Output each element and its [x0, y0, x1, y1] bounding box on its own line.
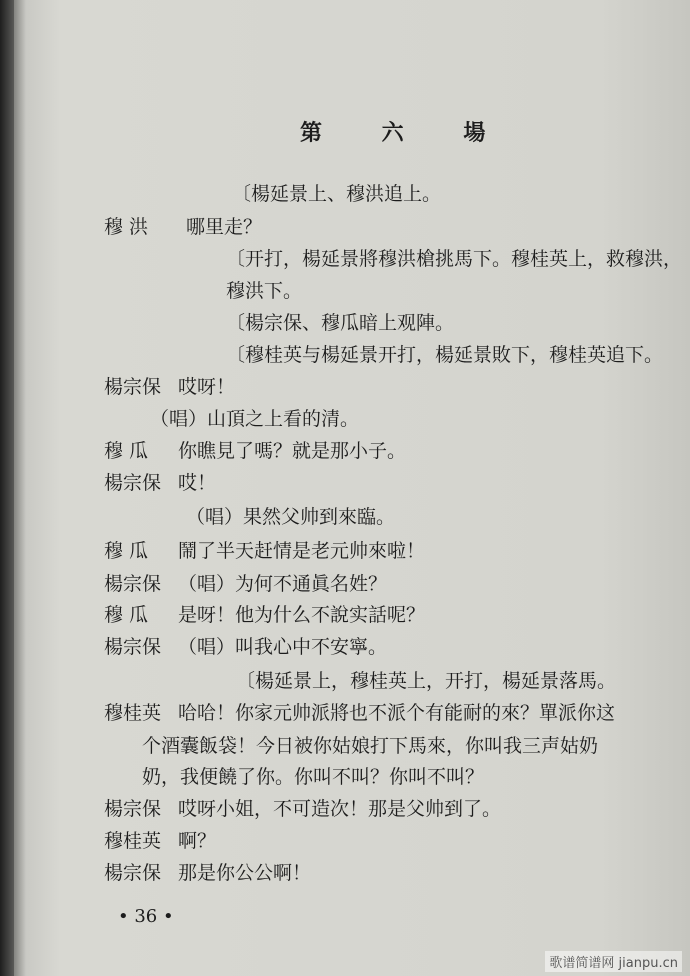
- book-spine-shadow: [0, 0, 14, 976]
- stage-direction: 〔开打，楊延景將穆洪槍挑馬下。穆桂英上，救穆洪，: [226, 248, 683, 270]
- speaker-label: 楊宗保: [104, 472, 162, 494]
- stage-direction: 穆洪下。: [226, 280, 303, 302]
- sung-line: （唱）山頂之上看的清。: [150, 408, 360, 430]
- dialogue-continuation: 个酒囊飯袋！今日被你姑娘打下馬來，你叫我三声姑奶: [142, 735, 599, 757]
- dialogue-text: 哎呀！: [178, 376, 236, 398]
- scene-title: 第 六 場: [300, 120, 512, 146]
- speaker-label: 楊宗保: [104, 376, 162, 398]
- speaker-label: 穆 洪: [104, 216, 149, 238]
- sung-line: （唱）果然父帅到來臨。: [186, 506, 396, 528]
- watermark-text: 歌谱简谱网 jianpu.cn: [545, 951, 682, 972]
- speaker-label: 穆 瓜: [104, 540, 149, 562]
- speaker-label: 穆 瓜: [104, 440, 149, 462]
- speaker-label: 穆桂英: [104, 702, 162, 724]
- dialogue-continuation: 奶，我便饒了你。你叫不叫？你叫不叫？: [142, 766, 485, 788]
- stage-direction: 〔楊延景上，穆桂英上，开打，楊延景落馬。: [236, 670, 617, 692]
- speaker-label: 穆桂英: [104, 830, 162, 852]
- speaker-label: 楊宗保: [104, 862, 162, 884]
- stage-direction: 〔穆桂英与楊延景开打，楊延景敗下，穆桂英追下。: [226, 344, 664, 366]
- speaker-label: 穆 瓜: [104, 604, 149, 626]
- stage-direction: 〔楊延景上、穆洪追上。: [232, 183, 442, 205]
- dialogue-text: （唱）为何不通眞名姓？: [178, 573, 388, 595]
- dialogue-text: 啊？: [178, 830, 217, 852]
- dialogue-text: 哪里走？: [186, 216, 263, 238]
- dialogue-text: 是呀！他为什么不說实話呢？: [178, 604, 426, 626]
- speaker-label: 楊宗保: [104, 636, 162, 658]
- dialogue-text: 你瞧見了嗎？就是那小子。: [178, 440, 407, 462]
- dialogue-text: 哎！: [178, 472, 217, 494]
- dialogue-text: 鬧了半天赶情是老元帅來啦！: [178, 540, 426, 562]
- dialogue-text: （唱）叫我心中不安寧。: [178, 636, 388, 658]
- speaker-label: 楊宗保: [104, 573, 162, 595]
- dialogue-text: 哈哈！你家元帅派將也不派个有能耐的來？單派你这: [178, 702, 616, 724]
- stage-direction: 〔楊宗保、穆瓜暗上观陣。: [226, 312, 455, 334]
- page-number: • 36 •: [118, 906, 174, 927]
- speaker-label: 楊宗保: [104, 798, 162, 820]
- dialogue-text: 哎呀小姐，不可造次！那是父帅到了。: [178, 798, 502, 820]
- dialogue-text: 那是你公公啊！: [178, 862, 312, 884]
